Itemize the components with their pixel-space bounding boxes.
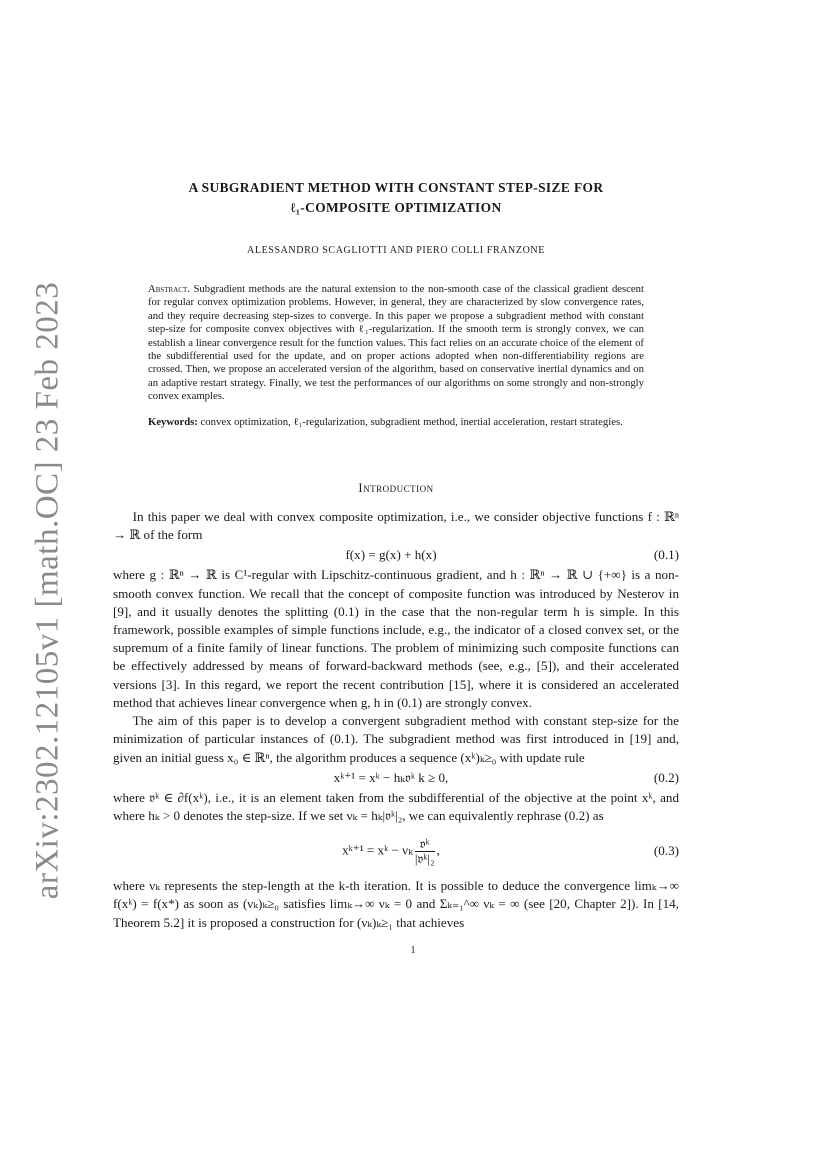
keywords-label: Keywords: — [148, 415, 198, 428]
abstract — [148, 283, 644, 404]
equation-0-1-formula: f(x) = g(x) + h(x) — [345, 547, 437, 563]
equation-0-3 — [113, 831, 679, 871]
fraction-numerator: 𝔳ᵏ — [415, 837, 435, 852]
keywords-text: convex optimization, ℓ₁-regularization, subgradient method, inertial acceleration, restart strategies. — [200, 415, 623, 428]
equation-0-2-formula: xᵏ⁺¹ = xᵏ − hₖ𝔳ᵏ k ≥ 0, — [333, 769, 449, 785]
fraction-denominator: |𝔳ᵏ|₂ — [414, 850, 435, 866]
equation-0-1 — [113, 546, 679, 564]
paragraph-3: The aim of this paper is to develop a convergent subgradient method with constant step-size for the minimization of particular instances of (0.1). The subgradient method was first introduced in [19] and, given an initial guess x₀ ∈ ℝⁿ, the algorithm produces a sequence (xᵏ)ₖ≥₀ with update rule — [113, 713, 679, 765]
equation-0-2 — [113, 769, 679, 787]
paragraph-4: where 𝔳ᵏ ∈ ∂f(xᵏ), i.e., it is an element taken from the subdifferential of the objective at the point xᵏ, and where hₖ > 0 denotes the step-size. If we set νₖ = hₖ|𝔳ᵏ|₂, we can equivalently rephrase (0.2) as — [113, 789, 679, 823]
paper-page — [113, 178, 679, 932]
paragraph-2: where g : ℝⁿ → ℝ is C¹-regular with Lipschitz-continuous gradient, and h : ℝⁿ → ℝ ∪ {+∞} is a non-smooth convex function. We recall that the concept of composite function was introduced by Nesterov in [9], and it usually denotes the splitting (0.1) in the case that the non-regular term h is simple. In this framework, possible examples of simple functions include, e.g., the indicator of a closed convex set, or the supremum of a finite family of linear functions. The problem of minimizing such composite functions can be effectively addressed by means of forward-backward methods (see, e.g., [5]), and their accelerated versions [3]. In this regard, we report the recent contribution [15], where it is considered an accelerated method that achieves linear convergence when g, h in (0.1) are strongly convex. — [113, 567, 679, 710]
arxiv-stamp — [17, 281, 79, 899]
title-line-1: A SUBGRADIENT METHOD WITH CONSTANT STEP-SIZE FOR — [188, 180, 604, 195]
equation-0-2-number: (0.2) — [653, 769, 679, 785]
paper-title — [113, 178, 679, 218]
paragraph-1: In this paper we deal with convex composite optimization, i.e., we consider objective functions f : ℝⁿ → ℝ of the form — [113, 509, 679, 543]
authors: ALESSANDRO SCAGLIOTTI AND PIERO COLLI FRANZONE — [247, 245, 545, 256]
section-title: Introduction — [358, 481, 434, 496]
title-line-2: ℓ₁-COMPOSITE OPTIMIZATION — [290, 200, 502, 215]
equation-0-3-number: (0.3) — [653, 843, 679, 859]
page-number: 1 — [410, 945, 416, 956]
keywords — [148, 416, 644, 429]
equation-0-3-right: , — [436, 842, 440, 858]
paragraph-5: where νₖ represents the step-length at the k-th iteration. It is possible to deduce the convergence limₖ→∞ f(xᵏ) = f(x*) as soon as (νₖ)ₖ≥₀ satisfies limₖ→∞ νₖ = 0 and Σₖ₌₁^∞ νₖ = ∞ (see [20, Chapter 2]). In [14, Theorem 5.2] it is proposed a construction for (νₖ)ₖ≥₁ that achieves — [113, 878, 679, 930]
equation-0-3-formula — [113, 837, 639, 866]
equation-0-1-number: (0.1) — [653, 547, 679, 563]
equation-0-3-left: xᵏ⁺¹ = xᵏ − νₖ — [342, 842, 413, 858]
equation-0-3-fraction — [415, 837, 435, 866]
abstract-text: Subgradient methods are the natural extension to the non-smooth case of the classical gradient descent for regular convex optimization problems. However, in general, they are characterized by slow convergence rates, and they require decreasing step-sizes to converge. In this paper we propose a subgradient method with constant step-size for composite convex objectives with ℓ₁-regularization. If the smooth term is strongly convex, we can establish a linear convergence result for the function values. This fact relies on an accurate choice of the element of the subdifferential used for the update, and on proper actions adopted when non-differentiability regions are crossed. Then, we propose an accelerated version of the algorithm, based on conservative inertial dynamics and on an adaptive restart strategy. Finally, we test the performances of our algorithms on some strongly and non-strongly convex examples. — [148, 283, 644, 403]
abstract-label: Abstract. — [148, 283, 190, 295]
arxiv-stamp-text: arXiv:2302.12105v1 [math.OC] 23 Feb 2023 — [29, 281, 66, 899]
body-text — [113, 508, 679, 932]
